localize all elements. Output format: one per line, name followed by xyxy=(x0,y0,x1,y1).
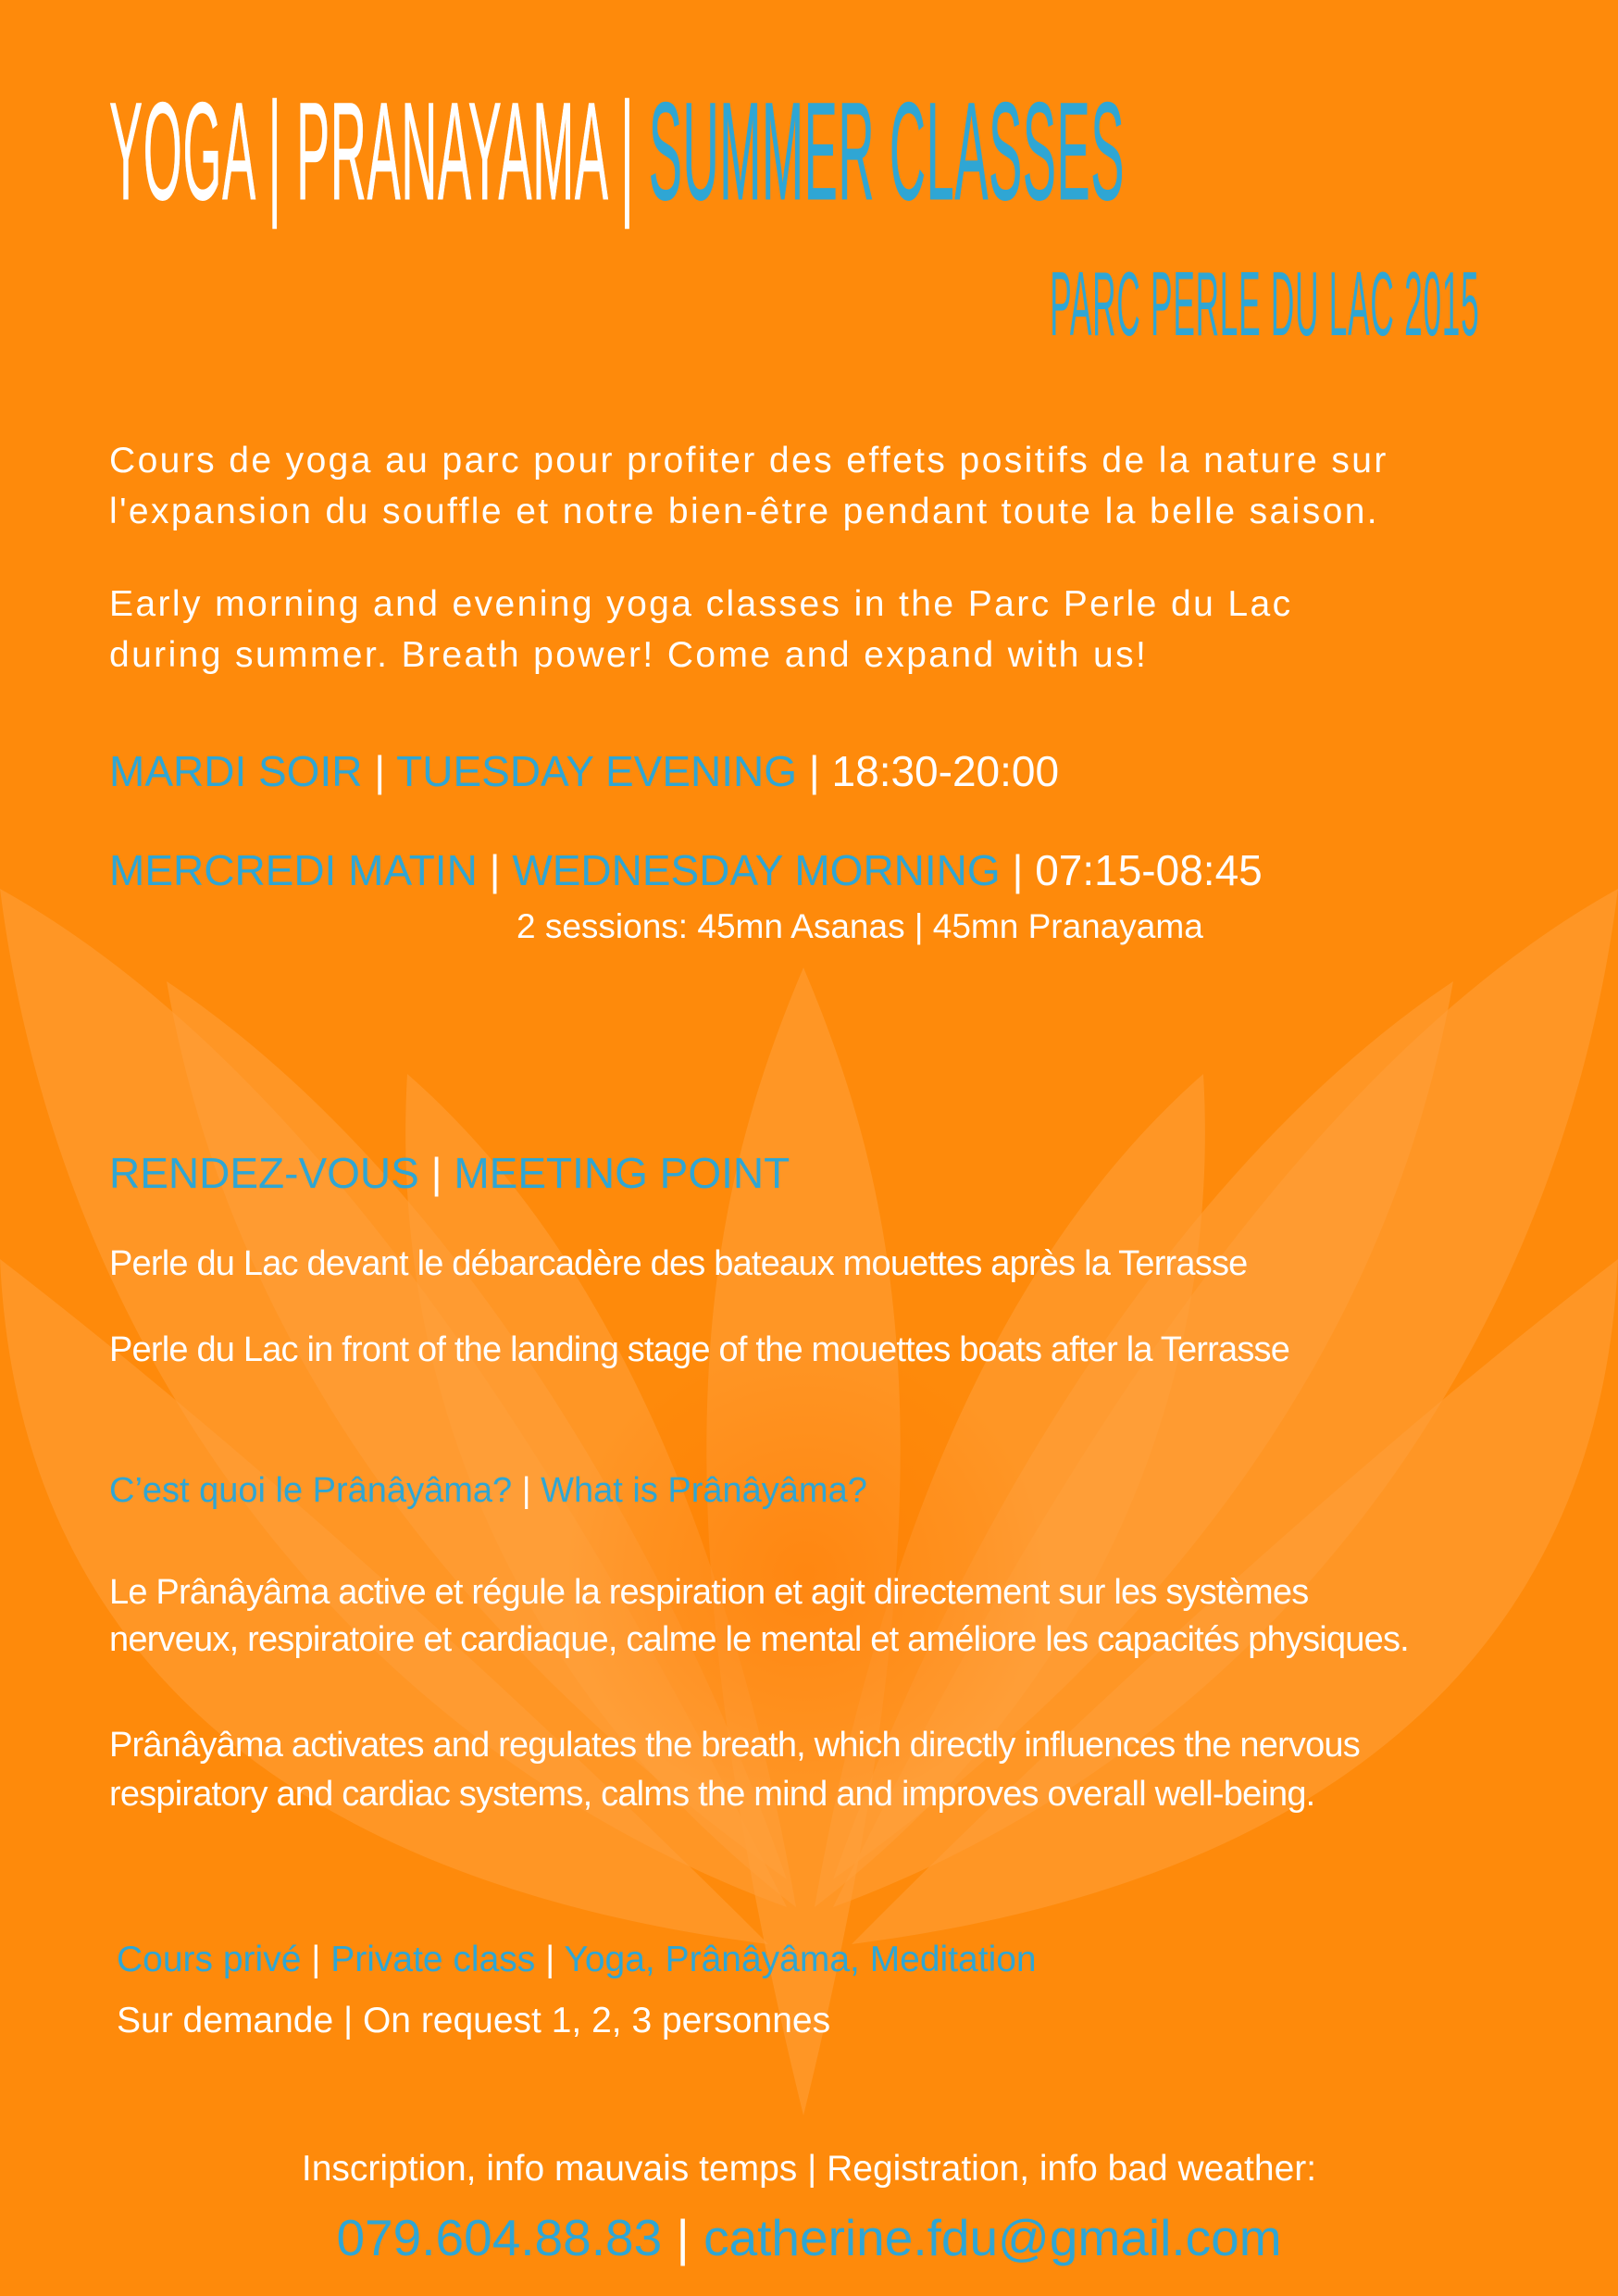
pranayama-question-heading xyxy=(109,1466,867,1516)
private-class-request: Sur demande | On request 1, 2, 3 personnes xyxy=(117,2001,831,2040)
schedule-day-en: TUESDAY EVENING xyxy=(396,747,798,795)
meeting-point-heading xyxy=(109,1145,790,1201)
schedule-separator: | xyxy=(362,747,397,795)
meeting-point-en: Perle du Lac in front of the landing stage of the mouettes boats after la Terrasse xyxy=(109,1330,1290,1369)
private-class-separator: | xyxy=(301,1940,331,1979)
private-class-label-fr: Cours privé xyxy=(117,1940,302,1979)
contact-line xyxy=(0,2205,1618,2270)
schedule-row-wednesday xyxy=(109,842,1263,898)
page-subtitle: PARC PERLE DU LAC 2015 xyxy=(1049,253,1479,355)
pranayama-en-line-1: Prânâyâma activates and regulates the breath, which directly influences the nervous xyxy=(109,1726,1360,1765)
intro-en-line-1: Early morning and evening yoga classes in the Parc Perle du Lac xyxy=(109,584,1293,624)
pranayama-question-separator: | xyxy=(512,1471,541,1510)
schedule-day-fr: MARDI SOIR xyxy=(109,747,363,795)
meeting-heading-separator: | xyxy=(418,1149,454,1197)
intro-en-line-2: during summer. Breath power! Come and expand with us! xyxy=(109,635,1149,675)
private-class-separator: | xyxy=(535,1940,565,1979)
schedule-time: 07:15-08:45 xyxy=(1035,846,1263,894)
schedule-day-fr: MERCREDI MATIN xyxy=(109,846,478,894)
pranayama-question-en: What is Prânâyâma? xyxy=(541,1471,867,1510)
meeting-point-fr: Perle du Lac devant le débarcadère des bateaux mouettes après la Terrasse xyxy=(109,1244,1248,1283)
schedule-separator: | xyxy=(1000,846,1036,894)
meeting-heading-fr: RENDEZ-VOUS xyxy=(109,1149,419,1197)
meeting-heading-en: MEETING POINT xyxy=(454,1149,790,1197)
email-link[interactable]: catherine.fdu@gmail.com xyxy=(703,2209,1282,2266)
contact-separator: | xyxy=(662,2209,704,2266)
pranayama-fr-line-2: nerveux, respiratoire et cardiaque, calme le mental et améliore les capacités physiques. xyxy=(109,1620,1409,1659)
schedule-separator: | xyxy=(477,846,513,894)
schedule-row-tuesday xyxy=(109,743,1059,799)
title-part-yoga-pranayama: YOGA | PRANAYAMA | xyxy=(109,73,649,229)
phone-number[interactable]: 079.604.88.83 xyxy=(336,2209,663,2266)
private-class-heading xyxy=(117,1935,1037,1985)
title-part-summer-classes: SUMMER CLASSES xyxy=(648,73,1126,229)
sessions-note: 2 sessions: 45mn Asanas | 45mn Pranayama xyxy=(517,907,1203,945)
intro-fr-line-2: l'expansion du souffle et notre bien-être pendant toute la belle saison. xyxy=(109,492,1380,531)
pranayama-fr-line-1: Le Prânâyâma active et régule la respiration et agit directement sur les systèmes xyxy=(109,1573,1309,1612)
page-title xyxy=(109,54,1575,248)
pranayama-en-line-2: respiratory and cardiac systems, calms the mind and improves overall well-being. xyxy=(109,1775,1315,1814)
private-class-label-en: Private class xyxy=(330,1940,536,1979)
private-class-types: Yoga, Prânâyâma, Meditation xyxy=(564,1940,1037,1979)
schedule-time: 18:30-20:00 xyxy=(831,747,1060,795)
intro-fr-line-1: Cours de yoga au parc pour profiter des effets positifs de la nature sur xyxy=(109,441,1388,480)
schedule-separator: | xyxy=(797,747,832,795)
schedule-day-en: WEDNESDAY MORNING xyxy=(512,846,1001,894)
pranayama-question-fr: C’est quoi le Prânâyâma? xyxy=(109,1471,513,1510)
registration-info: Inscription, info mauvais temps | Registration, info bad weather: xyxy=(301,2149,1317,2189)
